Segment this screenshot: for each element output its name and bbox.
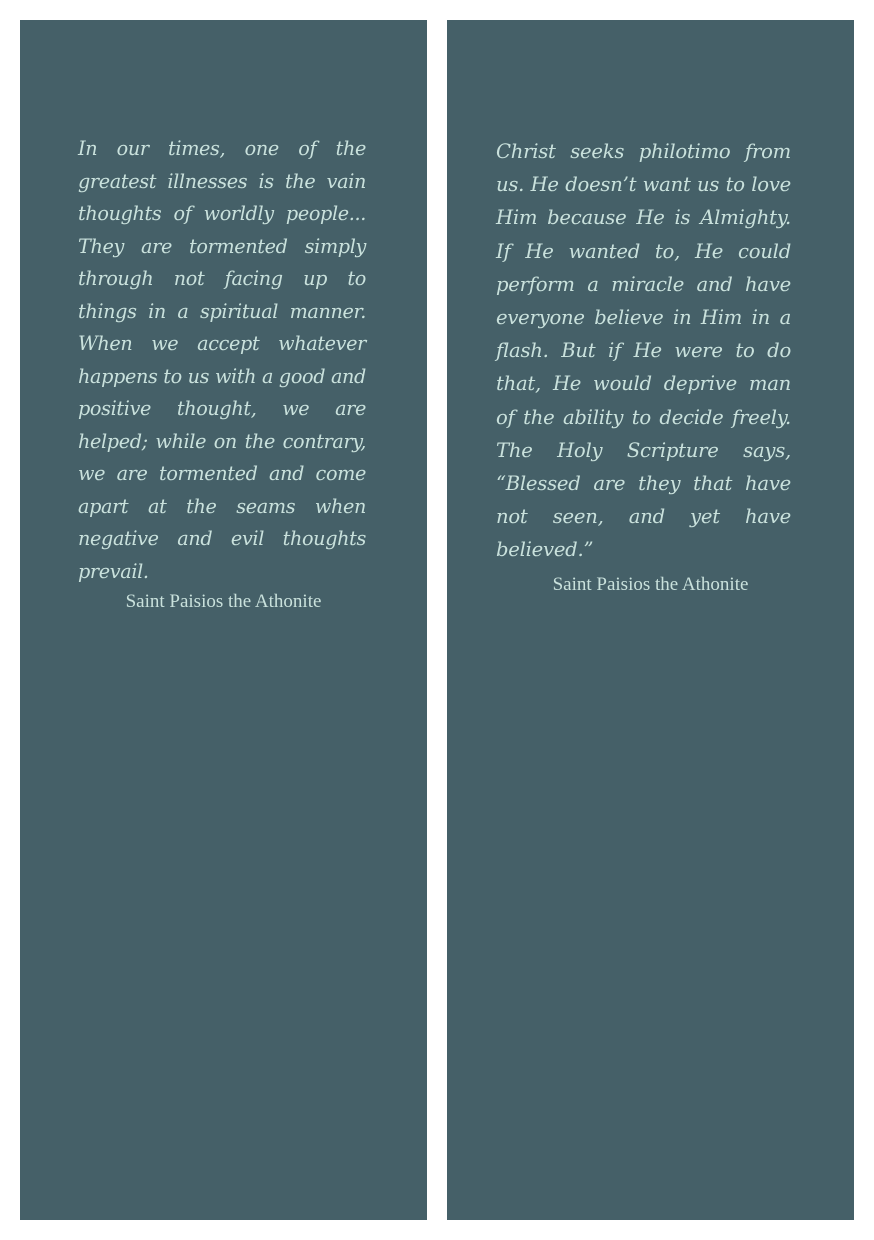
quote-text: Christ seeks philotimo from us. He doesn’t want us to love Him because He is Almighty. If He wanted to, He could perform a miracle and have everyone believe in Him in a flash. But if He were to do that, He would deprive man of the ability to decide freely. The Holy Scripture says, “Blessed are they that have not seen, and yet have believed.” bbox=[496, 140, 791, 562]
bookmark-panel-right bbox=[447, 20, 854, 1220]
quote-author: Saint Paisios the Athonite bbox=[552, 574, 749, 595]
bookmark-panel-left bbox=[20, 20, 427, 1220]
quote-author: Saint Paisios the Athonite bbox=[125, 591, 322, 612]
quote-text: In our times, one of the greatest illnesses is the vain thoughts of worldly people... They are tormented simply through not facing up to things in a spiritual manner. When we accept whatever happens to us with a good and positive thought, we are helped; while on the contrary, we are tormented and come apart at the seams when negative and evil thoughts prevail. bbox=[78, 137, 366, 583]
